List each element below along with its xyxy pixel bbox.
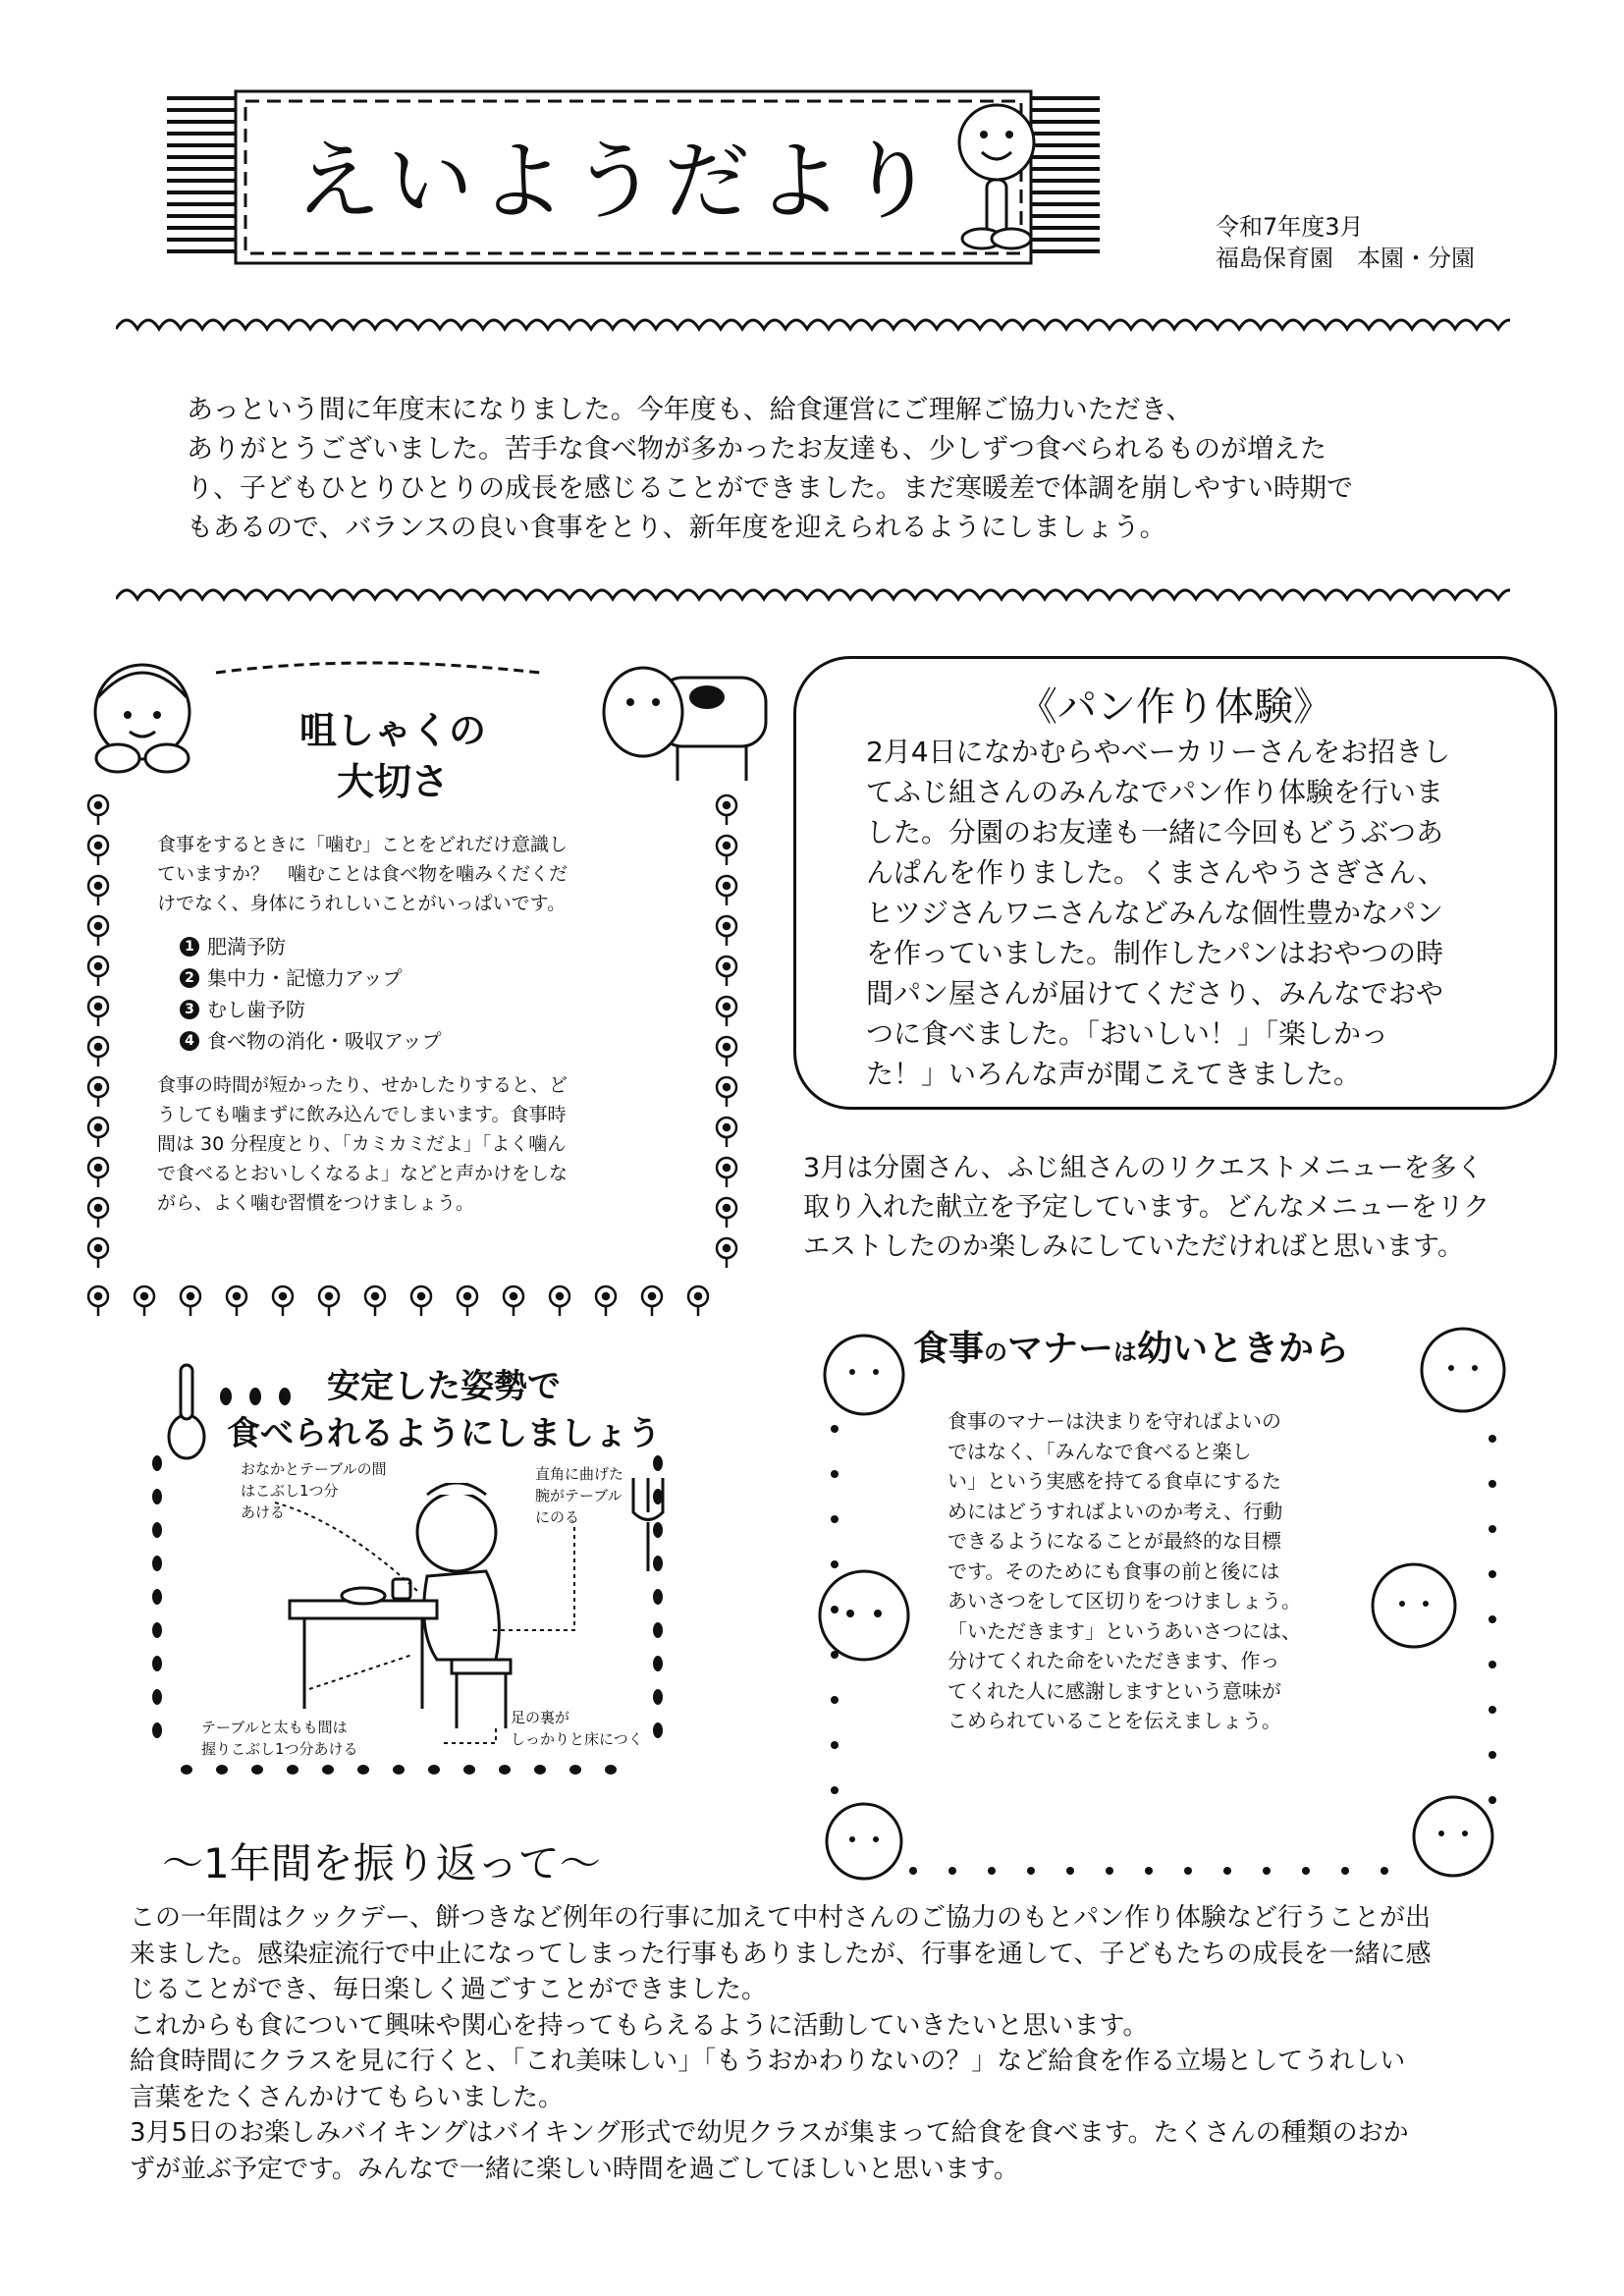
bread-title: 《パン作り体験》: [1018, 684, 1332, 730]
manners-title: 食事のマナーは幼いときから: [913, 1329, 1350, 1369]
list-item: 1 肥満予防: [180, 931, 592, 962]
chew-title: 咀しゃくの 大切さ: [298, 709, 486, 803]
grandpa-face-icon: [820, 1571, 908, 1660]
decorative-divider: [116, 309, 1510, 349]
manners-body: 食事のマナーは決まりを守ればよいの ではなく、「みんなで食べると楽し い」という実感を持てる食卓にするた めにはどうすればよいのか考え、行動 できるようになることが最終的な目標 です。そのためにも食事の前と後には あいさつをして区切りをつけましょう。 「いただきます」というあいさつには、 分けてくれた命をいただきます、作っ てくれた人に感謝しますという意味が こめられていることを伝えましょう。: [947, 1409, 1301, 1732]
child-face-icon: [95, 665, 189, 772]
mascot-icon: [959, 105, 1034, 248]
fork-icon: [619, 1468, 677, 1576]
note-belly: おなかとテーブルの間 はこぶし1つ分 あける: [241, 1460, 387, 1521]
review-body: この一年間はクックデー、餅つきなど例年の行事に加えて中村さんのご協力のもとパン作り体験など行うことが出 来ました。感染症流行で中止になってしまった行事もありましたが、行事を通して、子どもたちの成長を一緒に感 じることができ、毎日楽しく過ごすことができました。 これからも食について興味や関心を持ってもらえるように活動していきたいと思います。 給食時間にクラスを見に行くと、「これ美味しい」「もうおかわりないの？」など給食を作る立場としてうれしい 言葉をたくさんかけてもらいました。 3月5日のお楽しみバイキングはバイキング形式で幼児クラスが集まって給食を食べます。たくさんの種類のおか ずが並ぶ予定です。みんなで一緒に楽しい時間を過ごしてほしいと思います。: [130, 1903, 1432, 2184]
page-title: えいようだより: [295, 131, 942, 232]
list-item: 2 集中力・記憶力アップ: [180, 962, 592, 994]
cow-icon: [604, 668, 766, 781]
face-icon: [825, 1336, 903, 1414]
intro-text: あっという間に年度末になりました。今年度も、給食運営にご理解ご協力いただき、 ありがとうございました。苦手な食べ物が多かったお友達も、少しずつ食べられるものが増えた り、子どもひとりひとりの成長を感じることができました。まだ寒暖差で体調を崩しやすい時期で もあるので、バランスの良い食事をとり、新年度を迎えられるようにしましょう。: [187, 395, 1353, 543]
note-thigh: テーブルと太もも間は 握りこぶし1つ分あける: [201, 1719, 358, 1758]
issuer: 福島保育園 本園・分園: [1216, 245, 1475, 272]
issue-info: [1216, 211, 1475, 274]
issue-date: 令和7年度3月: [1216, 213, 1364, 241]
note-feet: 足の裏が しっかりと床につく: [511, 1709, 643, 1748]
face-icon: [1422, 1329, 1504, 1411]
chew-body: 食事の時間が短かったり、せかしたりすると、ど うしても噛まずに飲み込んでしまいます。食事時 間は 30 分程度とり、「カミカミだよ」「よく噛ん で食べるとおいしくなるよ」などと声かけをしな がら、よく噛む習慣をつけましょう。: [157, 1074, 568, 1214]
posture-title: 安定した姿勢で 食べられるようにしましょう: [227, 1367, 661, 1453]
note-elbow: 直角に曲げた 腕がテーブル にのる: [535, 1465, 624, 1526]
review-title: ～1年間を振り返って～: [162, 1839, 601, 1887]
child-face-icon: [1414, 1797, 1492, 1876]
decorative-divider: [116, 579, 1510, 619]
spoon-icon: [147, 1360, 226, 1468]
bread-body: 2月4日になかむらやベーカリーさんをお招きし てふじ組さんのみんなでパン作り体験を行いま した。分園のお友達も一緒に今回もどうぶつあ んぱんを作りました。くまさんやうさぎさん、 ヒツジさんワニさんなどみんな個性豊かなパン を作っていました。制作したパンはおやつの時 間パン屋さんが届けてくださり、みんなでおや つに食べました。「おいしい！」「楽しかっ た！」いろんな声が聞こえてきました。: [866, 736, 1451, 1090]
march-note: 3月は分園さん、ふじ組さんのリクエストメニューを多く 取り入れた献立を予定しています。どんなメニューをリク エストしたのか楽しみにしていただければと思います。: [803, 1153, 1490, 1262]
benefit-list: [180, 931, 592, 1057]
chew-intro: 食事をするときに「噛む」ことをどれだけ意識し ていますか？ 噛むことは食べ物を噛みくだくだ けでなく、身体にうれしいことがいっぱいです。: [157, 834, 568, 914]
list-item: 4 食べ物の消化・吸収アップ: [180, 1025, 592, 1057]
list-item: 3 むし歯予防: [180, 994, 592, 1025]
child-face-icon: [827, 1804, 901, 1879]
